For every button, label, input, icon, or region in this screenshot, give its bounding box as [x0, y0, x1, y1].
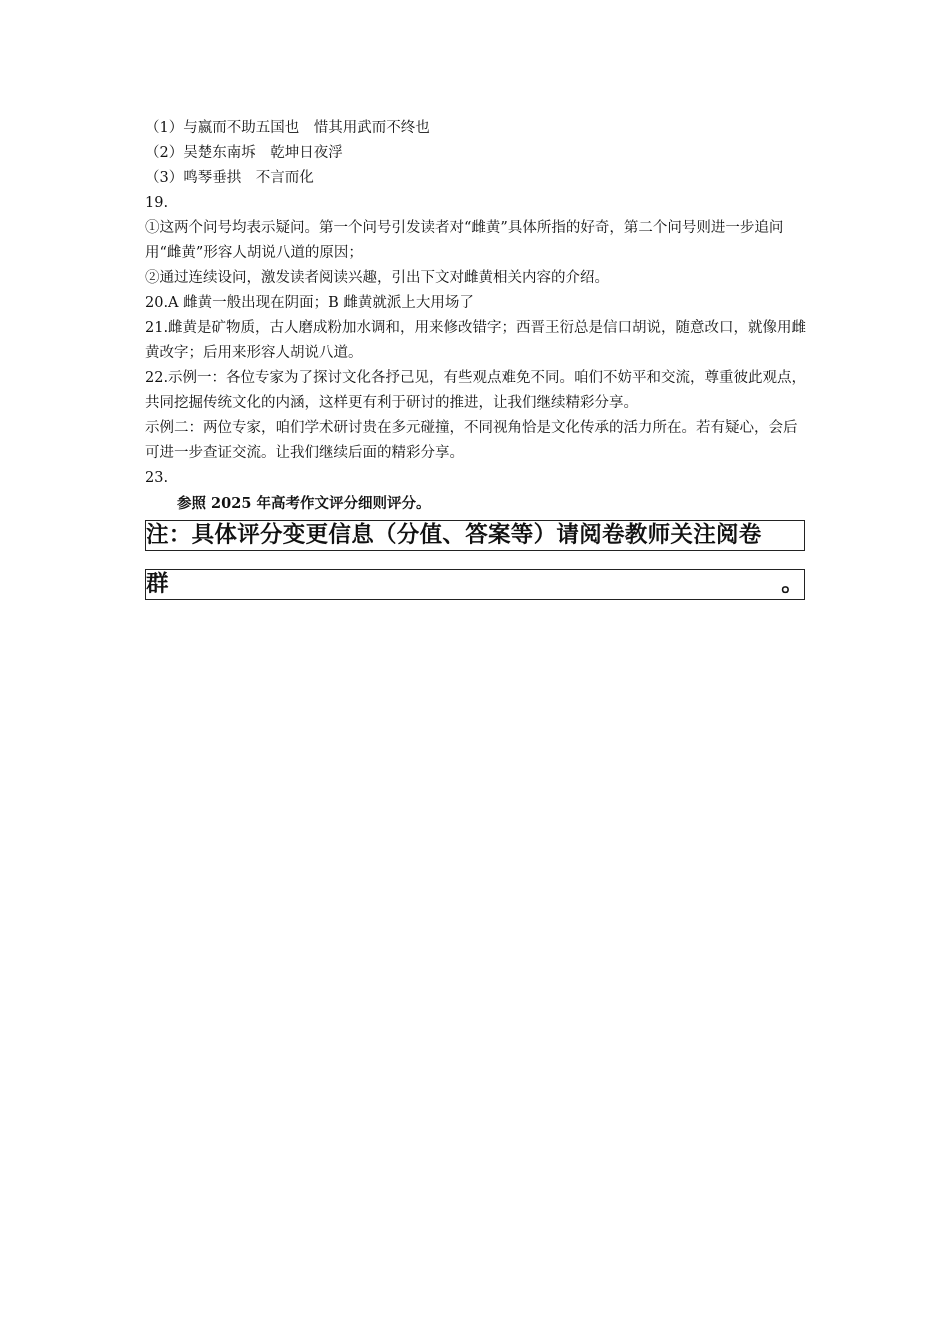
answer-16-1: （1）与嬴而不助五国也 惜其用武而不终也: [145, 120, 430, 136]
answer-16-2: （2）吴楚东南坼 乾坤日夜浮: [145, 145, 343, 161]
answer-19-point-2: ②通过连续设问，激发读者阅读兴趣，引出下文对雌黄相关内容的介绍。: [145, 270, 609, 286]
answer-20: 20.A 雌黄一般出现在阴面；B 雌黄就派上大用场了: [145, 295, 474, 311]
answer-21: 21.雌黄是矿物质，古人磨成粉加水调和，用来修改错字；西晋王衍总是信口胡说，随意改口，就像用雌黄改字；后用来形容人胡说八道。: [145, 320, 807, 361]
answer-22-example-2: 示例二：两位专家，咱们学术研讨贵在多元碰撞，不同视角恰是文化传承的活力所在。若有疑心，会后可进一步查证交流。让我们继续后面的精彩分享。: [145, 420, 798, 461]
grading-notice-line-2: [145, 569, 805, 600]
answer-key-page: [145, 116, 807, 600]
grading-notice-text-2: 群: [146, 571, 169, 597]
grading-notice-line-1: [145, 520, 805, 551]
question-23-number: 23.: [145, 470, 169, 486]
grading-notice: [145, 520, 805, 600]
question-19-number: 19.: [145, 195, 169, 211]
grading-notice-text-1: 注：具体评分变更信息（分值、答案等）请阅卷教师关注阅卷: [146, 522, 762, 548]
essay-grading-note: 参照 2025 年高考作文评分细则评分。: [177, 495, 431, 512]
grading-notice-period: 。: [781, 571, 804, 597]
answer-19-point-1: ①这两个问号均表示疑问。第一个问号引发读者对“雌黄”具体所指的好奇，第二个问号则进一步追问用“雌黄”形容人胡说八道的原因；: [145, 220, 784, 261]
answer-16-3: （3）鸣琴垂拱 不言而化: [145, 170, 314, 186]
answer-22-example-1: 22.示例一：各位专家为了探讨文化各抒己见，有些观点难免不同。咱们不妨平和交流，尊重彼此观点，共同挖掘传统文化的内涵，这样更有利于研讨的推进，让我们继续精彩分享。: [145, 370, 807, 411]
